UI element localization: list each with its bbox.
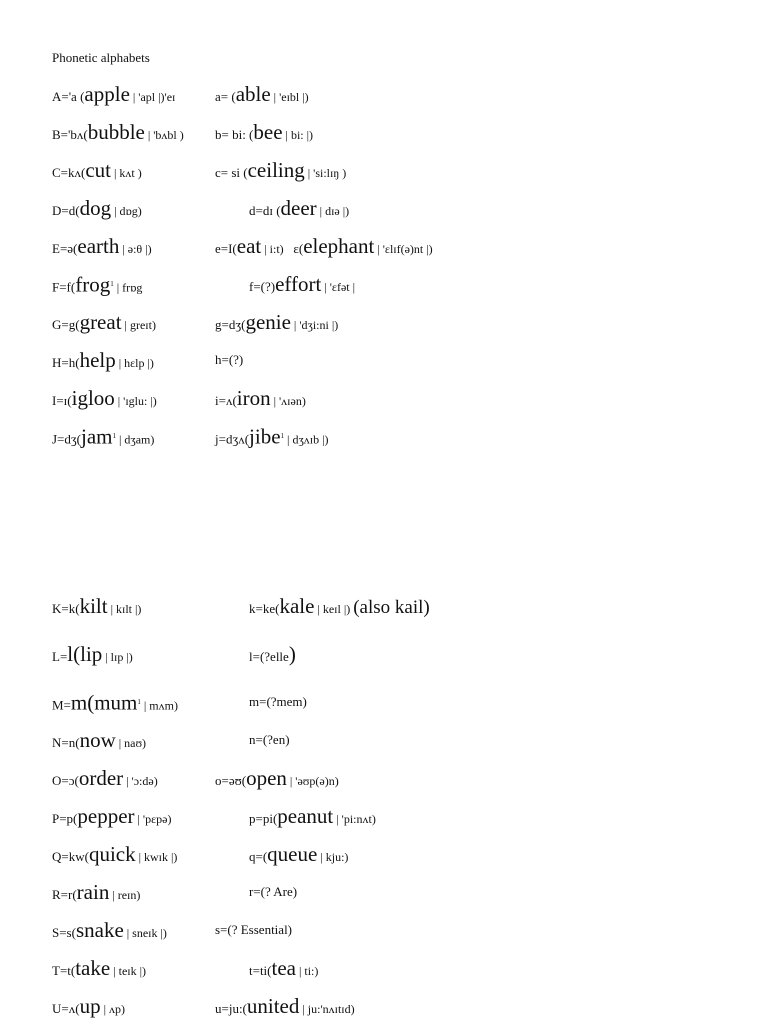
entry-prefix: P=p( bbox=[52, 811, 78, 826]
entry-L bbox=[52, 350, 154, 373]
entry-R bbox=[249, 882, 297, 902]
entry-L bbox=[52, 730, 146, 753]
entry-L bbox=[52, 644, 133, 667]
entry-pronunciation: | kju:) bbox=[317, 850, 349, 864]
entry-prefix: t=ti( bbox=[249, 963, 272, 978]
entry-word: rain bbox=[76, 880, 110, 904]
entry-pronunciation: | 'bʌbl ) bbox=[144, 128, 184, 142]
entry-prefix: A='a ( bbox=[52, 89, 85, 104]
entry-pronunciation: | hɛlp |) bbox=[115, 356, 154, 370]
entry-word: ) bbox=[288, 642, 296, 666]
entry-R bbox=[215, 996, 355, 1019]
entry-prefix: S=s( bbox=[52, 925, 76, 940]
entry-word-2: elephant bbox=[303, 234, 375, 258]
entry-pronunciation: | mʌm) bbox=[140, 698, 178, 713]
entry-prefix: F=f( bbox=[52, 279, 76, 295]
entry-word: now bbox=[79, 728, 116, 752]
entry-word: pepper bbox=[77, 804, 135, 828]
entry-prefix: L= bbox=[52, 649, 68, 664]
entry-word: kilt bbox=[79, 594, 108, 618]
entry-prefix: G=g( bbox=[52, 317, 80, 332]
entry-R bbox=[215, 768, 339, 791]
entry-superscript: 1 bbox=[110, 280, 114, 288]
entry-prefix: o=əʊ( bbox=[215, 773, 247, 788]
entry-pronunciation: | 'ɛfət | bbox=[321, 280, 356, 294]
entry-pronunciation: | dɪə |) bbox=[316, 204, 350, 218]
entry-R bbox=[249, 692, 307, 712]
entry-pronunciation: | kʌt ) bbox=[111, 166, 142, 180]
entry-R bbox=[249, 274, 355, 297]
entry-R bbox=[249, 596, 430, 619]
entry-word: ceiling bbox=[247, 158, 305, 182]
entry-R bbox=[215, 312, 338, 335]
entry-word: jam bbox=[81, 424, 113, 449]
entry-pronunciation: | i:t) bbox=[261, 242, 284, 256]
entry-pronunciation: | 'ʌɪən) bbox=[270, 394, 306, 408]
entry-R bbox=[215, 84, 309, 107]
entry-word: jibe bbox=[249, 424, 281, 449]
entry-R bbox=[215, 160, 346, 183]
entry-word: iron bbox=[236, 386, 271, 410]
entry-prefix: D=d( bbox=[52, 203, 80, 218]
entry-word: able bbox=[235, 82, 271, 106]
entry-R bbox=[215, 236, 433, 259]
entry-prefix: a= ( bbox=[215, 89, 236, 104]
entry-R bbox=[249, 844, 348, 867]
entry-word: snake bbox=[75, 918, 124, 942]
entry-prefix: r=(? Are) bbox=[249, 884, 298, 899]
entry-superscript: 1 bbox=[137, 698, 141, 706]
entry-prefix: n=(?en) bbox=[249, 732, 290, 747]
entry-prefix: c= si ( bbox=[215, 165, 248, 180]
entry-prefix: M= bbox=[52, 697, 71, 713]
entry-pronunciation: | 'dʒi:ni |) bbox=[290, 318, 339, 332]
entry-word: queue bbox=[267, 842, 318, 866]
entry-pronunciation: | dɒg) bbox=[111, 204, 142, 218]
page-title: Phonetic alphabets bbox=[52, 50, 150, 65]
entry-R bbox=[249, 806, 376, 829]
entry-R bbox=[249, 958, 318, 981]
entry-prefix: i=ʌ( bbox=[215, 393, 237, 408]
entry-pronunciation: | frɒg bbox=[113, 280, 143, 295]
entry-prefix: C=kʌ( bbox=[52, 165, 86, 180]
entry-prefix: k=ke( bbox=[249, 601, 280, 616]
entry-L bbox=[52, 198, 142, 221]
entry-pronunciation: | ti:) bbox=[295, 964, 319, 978]
entry-prefix: B='bʌ( bbox=[52, 127, 88, 142]
entry-word: bee bbox=[253, 120, 283, 144]
entry-superscript: 1 bbox=[280, 432, 285, 440]
entry-pronunciation: | keɪl |) bbox=[314, 602, 354, 616]
entry-word: peanut bbox=[277, 804, 334, 828]
entry-pronunciation: | sneɪk |) bbox=[123, 926, 167, 940]
entry-L bbox=[52, 160, 142, 183]
entry-prefix-2: ɛ( bbox=[283, 241, 304, 256]
entry-pronunciation: | greɪt) bbox=[121, 318, 156, 332]
entry-L bbox=[52, 84, 175, 107]
entry-R bbox=[249, 644, 296, 667]
entry-word: help bbox=[79, 348, 116, 372]
entry-word: m(mum bbox=[70, 690, 138, 715]
entry-word: genie bbox=[245, 310, 291, 334]
entry-prefix: h=(?) bbox=[215, 352, 244, 367]
entry-pronunciation: | bi: |) bbox=[282, 128, 314, 142]
entry-pronunciation: | 'pɛpə) bbox=[134, 812, 172, 826]
entry-R bbox=[215, 920, 292, 940]
entry-prefix: b= bi: ( bbox=[215, 127, 254, 142]
entry-prefix: m=(?mem) bbox=[249, 694, 307, 709]
entry-pronunciation: | ʌp) bbox=[100, 1002, 125, 1016]
entry-prefix: E=ə( bbox=[52, 241, 78, 256]
entry-prefix: H=h( bbox=[52, 355, 80, 370]
entry-prefix: g=dʒ( bbox=[215, 317, 246, 332]
entry-pronunciation: | 'eɪbl |) bbox=[270, 90, 309, 104]
entry-L bbox=[52, 844, 177, 867]
entry-pronunciation: | 'ɔ:də) bbox=[123, 774, 158, 788]
entry-prefix: s=(? Essential) bbox=[215, 922, 293, 937]
entry-pronunciation: | ju:'nʌɪtɪd) bbox=[299, 1002, 355, 1016]
entry-pronunciation: | 'ɪglu: |) bbox=[114, 394, 157, 408]
entry-pronunciation-2: | 'ɛlɪf(ə)nt |) bbox=[374, 242, 433, 256]
entry-prefix: p=pi( bbox=[249, 811, 278, 826]
entry-word: dog bbox=[79, 196, 112, 220]
entry-L bbox=[52, 236, 152, 259]
entry-pronunciation: | teɪk |) bbox=[110, 964, 146, 978]
entry-word: take bbox=[75, 956, 111, 980]
entry-word: effort bbox=[275, 272, 322, 296]
entry-L bbox=[52, 920, 167, 943]
entry-prefix: u=ju:( bbox=[215, 1001, 247, 1016]
entry-pronunciation: | lɪp |) bbox=[102, 650, 133, 664]
entry-pronunciation: | 'əʊp(ə)n) bbox=[286, 774, 339, 788]
entry-pronunciation: | kɪlt |) bbox=[107, 602, 142, 616]
entry-word: apple bbox=[84, 82, 130, 106]
entry-pronunciation: | 'apl |)'eɪ bbox=[129, 90, 176, 104]
entry-word: igloo bbox=[71, 386, 115, 410]
entry-prefix: l=(?elle bbox=[249, 649, 289, 664]
entry-L bbox=[52, 958, 146, 981]
entry-prefix: e=I( bbox=[215, 241, 237, 256]
entry-prefix: q=( bbox=[249, 849, 268, 864]
entry-word: earth bbox=[77, 234, 120, 258]
entry-word: order bbox=[78, 766, 124, 790]
entry-word: up bbox=[79, 994, 101, 1018]
entry-prefix: I=ɪ( bbox=[52, 393, 72, 408]
entry-L bbox=[52, 692, 178, 715]
entry-R bbox=[249, 730, 290, 750]
entry-word: open bbox=[246, 766, 287, 790]
entry-L bbox=[52, 426, 154, 449]
entry-pronunciation: | dʒam) bbox=[116, 432, 155, 447]
entry-word: great bbox=[79, 310, 122, 334]
entry-word: frog bbox=[75, 272, 111, 297]
entry-L bbox=[52, 312, 156, 335]
entry-prefix: j=dʒʌ( bbox=[215, 431, 250, 447]
entry-L bbox=[52, 274, 142, 297]
entry-word: deer bbox=[280, 196, 317, 220]
entry-note: (also kail) bbox=[353, 597, 430, 618]
entry-prefix: O=ɔ( bbox=[52, 773, 79, 788]
entry-word: bubble bbox=[87, 120, 145, 144]
entry-L bbox=[52, 122, 184, 145]
entry-word: l(lip bbox=[67, 642, 103, 666]
entry-prefix: J=dʒ( bbox=[52, 431, 81, 447]
entry-word: united bbox=[246, 994, 300, 1018]
entry-L bbox=[52, 388, 157, 411]
entry-L bbox=[52, 806, 171, 829]
entry-L bbox=[52, 596, 141, 619]
entry-prefix: f=(?) bbox=[249, 279, 276, 294]
entry-prefix: d=dɪ ( bbox=[249, 203, 281, 218]
entry-pronunciation: | naʊ) bbox=[115, 736, 147, 750]
entry-pronunciation: | kwɪk |) bbox=[135, 850, 178, 864]
entry-R bbox=[249, 198, 349, 221]
entry-pronunciation: | 'pi:nʌt) bbox=[333, 812, 376, 826]
entry-superscript: 1 bbox=[112, 432, 116, 440]
entry-word: eat bbox=[236, 234, 262, 258]
entry-R bbox=[215, 350, 243, 370]
entry-word: cut bbox=[85, 158, 111, 182]
entry-pronunciation: | 'si:lɪŋ ) bbox=[304, 166, 347, 180]
entry-R bbox=[215, 388, 306, 411]
entry-prefix: N=n( bbox=[52, 735, 80, 750]
entry-word: kale bbox=[279, 594, 315, 618]
entry-R bbox=[215, 426, 329, 449]
entry-pronunciation: | reɪn) bbox=[109, 888, 141, 902]
entry-L bbox=[52, 768, 158, 791]
entry-prefix: T=t( bbox=[52, 963, 76, 978]
entry-prefix: R=r( bbox=[52, 887, 77, 902]
entry-prefix: Q=kw( bbox=[52, 849, 89, 864]
entry-R bbox=[215, 122, 313, 145]
entry-word: quick bbox=[88, 842, 136, 866]
entry-prefix: K=k( bbox=[52, 601, 80, 616]
entry-pronunciation: | dʒʌɪb |) bbox=[284, 432, 329, 447]
entry-L bbox=[52, 882, 140, 905]
entry-prefix: U=ʌ( bbox=[52, 1001, 80, 1016]
entry-word: tea bbox=[271, 956, 296, 980]
entry-pronunciation: | ə:θ |) bbox=[119, 242, 152, 256]
entry-L bbox=[52, 996, 125, 1019]
